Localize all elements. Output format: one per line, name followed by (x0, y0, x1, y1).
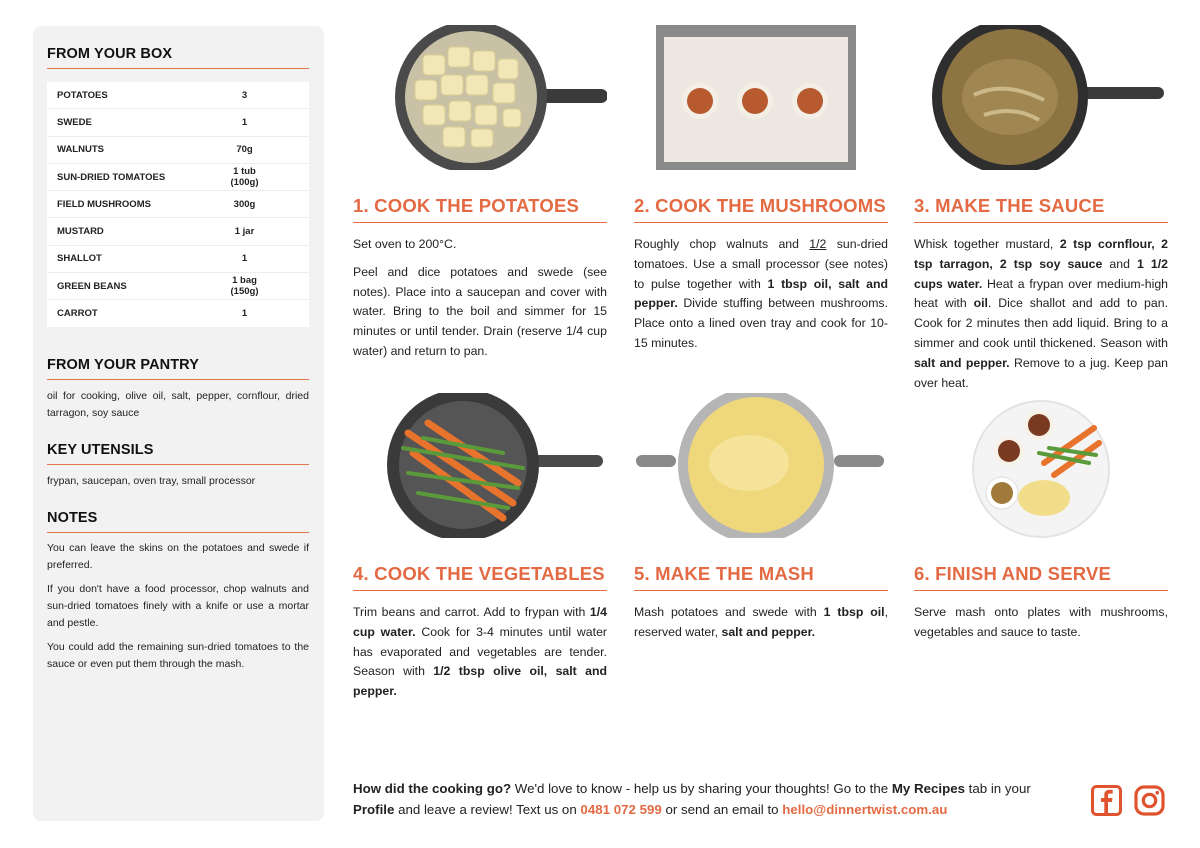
footer-text: and leave a review! Text us on (394, 802, 581, 817)
table-row (47, 82, 309, 109)
ingredient-qty: 1 jar (234, 226, 255, 238)
step-5-body (634, 603, 888, 643)
table-row (47, 300, 309, 326)
table-row (47, 164, 309, 191)
step-4-text: Trim beans and carrot. Add to frypan with 1/4 cup water. Cook for 3-4 minutes until water has evaporated and vegetables are tender. Season with 1/2 tbsp olive oil, salt and pepper. (353, 605, 607, 699)
pantry-heading: FROM YOUR PANTRY (47, 357, 309, 380)
ingredient-name: MUSTARD (57, 226, 104, 238)
utensils-text: frypan, saucepan, oven tray, small processor (47, 474, 256, 487)
table-row (47, 246, 309, 273)
step-1-text: Set oven to 200°C. (353, 237, 457, 251)
step-4-title: 4. COOK THE VEGETABLES (353, 563, 607, 591)
table-row (47, 191, 309, 218)
step-3-body (914, 235, 1168, 393)
feedback-footer (353, 778, 1073, 820)
note-item: You could add the remaining sun-dried tomatoes to the sauce or even put them through the mash. (47, 640, 309, 670)
potatoes-pot-image (353, 25, 607, 170)
ingredient-name: SWEDE (57, 116, 92, 128)
table-row (47, 218, 309, 245)
step-5-text: Mash potatoes and swede with 1 tbsp oil, reserved water, salt and pepper. (634, 605, 888, 639)
footer-text: or send an email to (661, 802, 783, 817)
step-6-title: 6. FINISH AND SERVE (914, 563, 1168, 591)
ingredient-qty: 70g (236, 144, 253, 156)
step-2-text: Roughly chop walnuts and 1/2 sun-dried tomatoes. Use a small processor (see notes) to pulse together with 1 tbsp oil, salt and pepper. Divide stuffing between mushrooms. Place onto a lined oven tray and cook for 10-15 minutes. (634, 237, 888, 350)
step-6-body (914, 603, 1168, 643)
step-1-text: Peel and dice potatoes and swede (see notes). Place into a saucepan and cover with water. Bring to the boil and simmer for 15 minutes or until tender. Drain (reserve 1/4 cup water) and return to pan. (353, 264, 607, 358)
pantry-text: oil for cooking, olive oil, salt, pepper, cornflour, dried tarragon, soy sauce (47, 389, 309, 419)
footer-text: tab in your (964, 781, 1031, 796)
note-item: If you don't have a food processor, chop walnuts and sun-dried tomatoes finely with a knife or use a mortar and pestle. (47, 582, 309, 629)
facebook-icon[interactable] (1091, 785, 1122, 816)
profile-link[interactable]: Profile (353, 802, 395, 817)
table-row (47, 137, 309, 164)
ingredient-qty: 1 bag (150g) (230, 275, 259, 298)
ingredients-sidebar (33, 26, 324, 821)
step-6 (914, 393, 1168, 651)
step-1 (353, 25, 607, 370)
ingredient-name: WALNUTS (57, 144, 104, 156)
ingredient-qty: 1 (241, 308, 248, 320)
table-row (47, 273, 309, 300)
ingredient-qty: 1 (241, 116, 248, 128)
phone-link[interactable]: 0481 072 599 (580, 802, 662, 817)
ingredient-qty: 300g (233, 198, 256, 210)
instagram-icon[interactable] (1134, 785, 1165, 816)
utensils-heading: KEY UTENSILS (47, 442, 309, 465)
ingredient-name: GREEN BEANS (57, 280, 127, 292)
mash-pot-image (634, 393, 888, 538)
ingredient-name: SHALLOT (57, 253, 102, 265)
step-4-body (353, 603, 607, 702)
sauce-pan-image (914, 25, 1168, 170)
step-1-body (353, 235, 607, 362)
ingredient-qty: 1 tub (100g) (230, 166, 259, 189)
step-2 (634, 25, 888, 362)
step-5 (634, 393, 888, 651)
ingredient-name: POTATOES (57, 89, 108, 101)
from-your-box-heading: FROM YOUR BOX (47, 46, 309, 69)
note-item: You can leave the skins on the potatoes and swede if preferred. (47, 541, 309, 571)
step-2-body (634, 235, 888, 354)
ingredient-qty: 1 (241, 253, 248, 265)
step-2-title: 2. COOK THE MUSHROOMS (634, 195, 888, 223)
ingredient-name: SUN-DRIED TOMATOES (57, 171, 166, 183)
step-1-title: 1. COOK THE POTATOES (353, 195, 607, 223)
footer-lead: How did the cooking go? (353, 781, 512, 796)
ingredient-name: CARROT (57, 308, 98, 320)
box-ingredients-table (47, 82, 309, 327)
email-link[interactable]: hello@dinnertwist.com.au (782, 802, 948, 817)
step-6-text: Serve mash onto plates with mushrooms, vegetables and sauce to taste. (914, 605, 1168, 639)
step-5-title: 5. MAKE THE MASH (634, 563, 888, 591)
mushrooms-tray-image (634, 25, 888, 170)
step-4 (353, 393, 607, 710)
step-3-text: Whisk together mustard, 2 tsp cornflour, 2 tsp tarragon, 2 tsp soy sauce and 1 1/2 cups water. Heat a frypan over medium-high heat with oil. Dice shallot and add to pan. Cook for 2 minutes then add liquid. Bring to a simmer and cook until thickened. Season with salt and pepper. Remove to a jug. Keep pan over heat. (914, 237, 1169, 390)
ingredient-name: FIELD MUSHROOMS (57, 198, 151, 210)
my-recipes-link[interactable]: My Recipes (891, 781, 965, 796)
table-row (47, 109, 309, 136)
ingredient-qty: 3 (241, 89, 248, 101)
footer-text: We'd love to know - help us by sharing your thoughts! Go to the (511, 781, 892, 796)
finished-plate-image (914, 393, 1168, 538)
step-3-title: 3. MAKE THE SAUCE (914, 195, 1168, 223)
notes-heading: NOTES (47, 510, 309, 533)
vegetables-pan-image (353, 393, 607, 538)
step-3 (914, 25, 1168, 401)
